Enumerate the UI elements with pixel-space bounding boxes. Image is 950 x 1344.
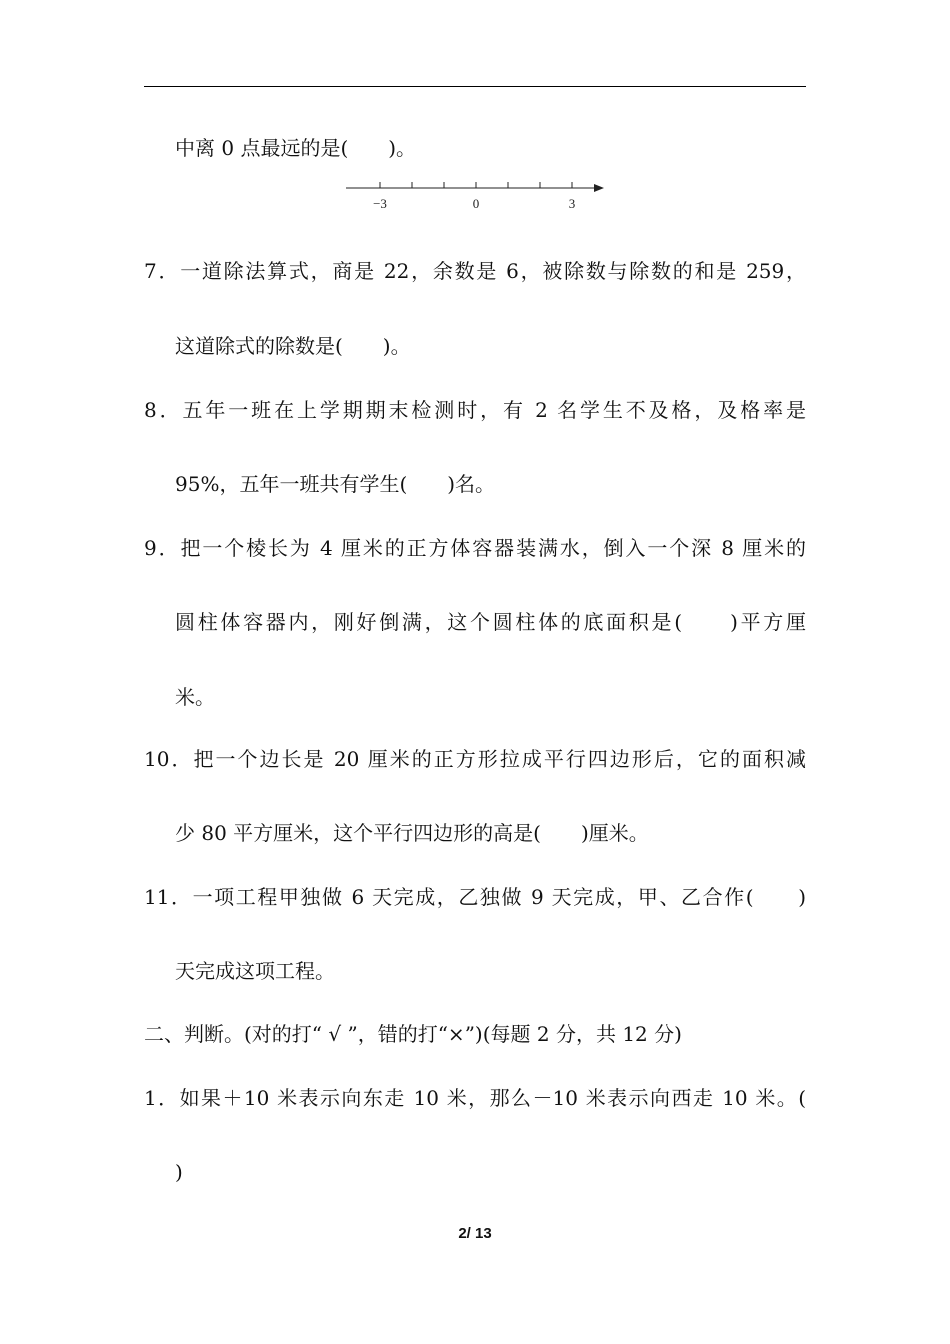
number-line-arrow xyxy=(594,184,604,192)
number-line-ticks xyxy=(380,182,572,188)
question-9-line-3: 米。 xyxy=(175,685,215,709)
number-line-label-3: 3 xyxy=(568,196,576,211)
page-number: 2/ 13 xyxy=(458,1225,492,1242)
question-7-line-1: 7．一道除法算式，商是 22，余数是 6，被除数与除数的和是 259， xyxy=(144,259,806,283)
question-10-line-1: 10．把一个边长是 20 厘米的正方形拉成平行四边形后，它的面积减 xyxy=(144,747,806,771)
question-10-line-2: 少 80 平方厘米，这个平行四边形的高是( )厘米。 xyxy=(175,821,649,845)
question-8-line-2: 95%，五年一班共有学生( )名。 xyxy=(175,472,496,496)
question-9-line-1: 9．把一个棱长为 4 厘米的正方体容器装满水，倒入一个深 8 厘米的 xyxy=(144,536,806,560)
number-line-label-0: 0 xyxy=(472,196,480,211)
judgment-1-line-2: ) xyxy=(175,1160,183,1184)
question-9-line-2: 圆柱体容器内，刚好倒满，这个圆柱体的底面积是( )平方厘 xyxy=(175,610,806,634)
question-11-line-2: 天完成这项工程。 xyxy=(175,959,335,983)
question-8-line-1: 8．五年一班在上学期期末检测时，有 2 名学生不及格，及格率是 xyxy=(144,398,806,422)
number-line xyxy=(340,178,610,214)
question-6-continuation: 中离 0 点最远的是( )。 xyxy=(175,136,417,160)
judgment-1-line-1: 1．如果＋10 米表示向东走 10 米，那么－10 米表示向西走 10 米。( xyxy=(144,1086,806,1110)
section-2-heading: 二、判断。(对的打“ √ ”，错的打“×”)(每题 2 分，共 12 分) xyxy=(144,1022,682,1046)
number-line-label-neg3: −3 xyxy=(373,196,387,211)
header-rule xyxy=(144,86,806,87)
question-11-line-1: 11．一项工程甲独做 6 天完成，乙独做 9 天完成，甲、乙合作( ) xyxy=(144,885,806,909)
question-7-line-2: 这道除式的除数是( )。 xyxy=(175,334,411,358)
